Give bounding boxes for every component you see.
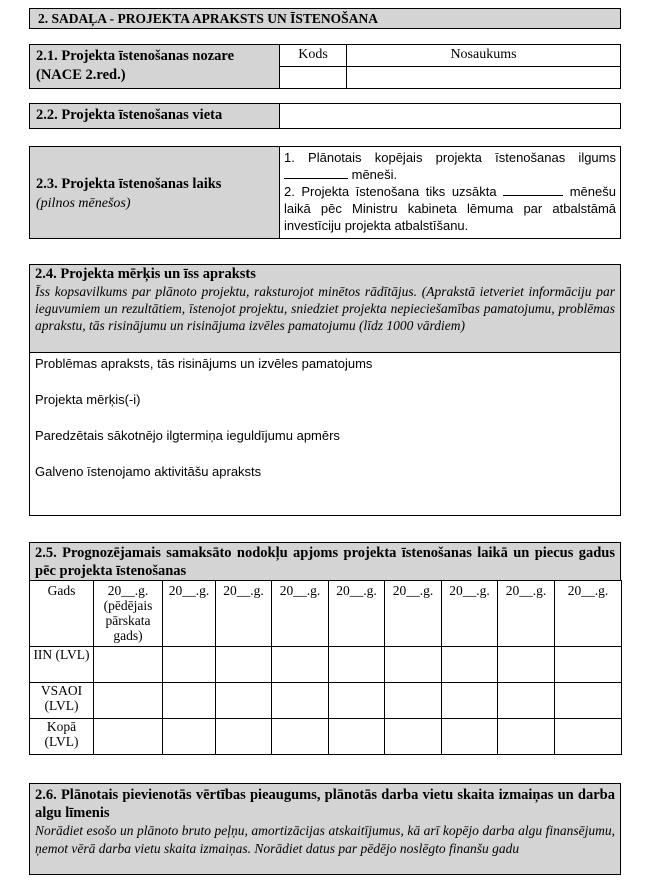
s23-content-cell bbox=[279, 146, 621, 239]
s22-label-cell bbox=[29, 103, 280, 129]
s25-title: 2.5. Prognozējamais samaksāto nodokļu apjoms projekta īstenošanas laikā un piecus gadus pēc projekta īstenošanas bbox=[35, 545, 615, 579]
s25-year: 20__.g. bbox=[555, 581, 622, 647]
s21-name-header: Nosaukums bbox=[346, 44, 621, 67]
s23-sublabel: (pilnos mēnešos) bbox=[36, 196, 131, 211]
s25-year: 20__.g. bbox=[163, 581, 216, 647]
s25-year: 20__.g. bbox=[442, 581, 498, 647]
s25-row-vsaoi bbox=[30, 683, 622, 719]
s25-cell[interactable] bbox=[442, 683, 498, 719]
s23-label-cell bbox=[29, 146, 280, 239]
s26-instruction: Norādiet esošo un plānoto bruto peļņu, amortizācijas atskaitījumus, kā arī kopējo darba algu finansējumu, ņemot vērā darba vietu skaita izmaiņas. Norādiet datus par pēdējo noslēgto finanšu gadu bbox=[35, 823, 615, 856]
s25-row-total bbox=[30, 719, 622, 755]
s26-title: 2.6. Plānotais pievienotās vērtības pieaugums, plānotās darba vietu skaita izmaiņas un darba algu līmenis bbox=[35, 787, 615, 821]
s24-item-activities: Galveno īstenojamo aktivitāšu apraksts bbox=[35, 464, 262, 479]
s25-cell[interactable] bbox=[163, 683, 216, 719]
s25-cell[interactable] bbox=[442, 719, 498, 755]
s25-year: 20__.g. bbox=[385, 581, 442, 647]
s25-cell[interactable] bbox=[216, 647, 272, 683]
s23-item2: 2. Projekta īstenošana tiks uzsākta mēnešu laikā pēc Ministru kabineta lēmuma par atbalstāmā investīciju projekta atbalstīšanu. bbox=[284, 184, 616, 233]
s24-title: 2.4. Projekta mērķis un īss apraksts bbox=[35, 266, 256, 282]
s25-cell[interactable] bbox=[163, 647, 216, 683]
s25-cell[interactable] bbox=[94, 719, 163, 755]
s22-location-input[interactable] bbox=[279, 103, 621, 129]
s25-cell[interactable] bbox=[385, 683, 442, 719]
s23-item1: 1. Plānotais kopējais projekta īstenošanas ilgums mēneši. bbox=[284, 150, 616, 182]
s25-header bbox=[29, 542, 621, 581]
s25-cell[interactable] bbox=[272, 719, 329, 755]
s25-row-label: IIN (LVL) bbox=[30, 647, 94, 683]
s24-header bbox=[29, 264, 621, 353]
s25-cell[interactable] bbox=[329, 719, 385, 755]
s25-year: 20__.g. bbox=[216, 581, 272, 647]
s26-header bbox=[29, 783, 621, 875]
s25-cell[interactable] bbox=[94, 647, 163, 683]
s23-duration-blank[interactable] bbox=[284, 178, 348, 179]
s25-cell[interactable] bbox=[555, 683, 622, 719]
s21-code-header: Kods bbox=[279, 44, 347, 67]
s24-instruction: Īss kopsavilkums par plānoto projektu, raksturojot minētos rādītājus. (Aprakstā ietveriet informāciju par ieguvumiem un rezultātiem, īstenojot projektu, sniedziet projekta nepieciešamības pamatojumu, problēmas aprakstu, tās risinājumu un risinājuma izvēles pamatojumu (līdz 1000 vārdiem) bbox=[35, 284, 615, 333]
s25-year: 20__.g. bbox=[498, 581, 555, 647]
s25-cell[interactable] bbox=[555, 719, 622, 755]
s24-body[interactable] bbox=[29, 352, 621, 516]
s25-cell[interactable] bbox=[272, 683, 329, 719]
s25-cell[interactable] bbox=[498, 647, 555, 683]
s25-cell[interactable] bbox=[385, 647, 442, 683]
s25-cell[interactable] bbox=[216, 719, 272, 755]
s25-cell[interactable] bbox=[216, 683, 272, 719]
s25-row-label: Kopā (LVL) bbox=[30, 719, 94, 755]
s25-cell[interactable] bbox=[94, 683, 163, 719]
s25-cell[interactable] bbox=[498, 683, 555, 719]
s21-label-line2: (NACE 2.red.) bbox=[36, 67, 126, 83]
s25-cell[interactable] bbox=[272, 647, 329, 683]
section-title-bar bbox=[29, 8, 621, 29]
s24-item-investment: Paredzētais sākotnējo ilgtermiņa ieguldījumu apmērs bbox=[35, 428, 340, 443]
s22-label: 2.2. Projekta īstenošanas vieta bbox=[36, 107, 223, 123]
s25-cell[interactable] bbox=[329, 647, 385, 683]
s25-cell[interactable] bbox=[498, 719, 555, 755]
s24-item-goals: Projekta mērķis(-i) bbox=[35, 392, 141, 407]
s25-header-label: Gads bbox=[30, 581, 94, 647]
s23-label: 2.3. Projekta īstenošanas laiks bbox=[36, 176, 222, 192]
s25-row-iin bbox=[30, 647, 622, 683]
s23-start-blank[interactable] bbox=[503, 195, 563, 196]
s25-row-label: VSAOI (LVL) bbox=[30, 683, 94, 719]
s25-cell[interactable] bbox=[163, 719, 216, 755]
s21-label-line1: 2.1. Projekta īstenošanas nozare bbox=[36, 48, 235, 64]
s25-year: 20__.g. bbox=[329, 581, 385, 647]
s21-label-cell bbox=[29, 44, 280, 89]
s24-item-problem: Problēmas apraksts, tās risinājums un izvēles pamatojums bbox=[35, 356, 373, 371]
section-title: 2. SADAĻA - PROJEKTA APRAKSTS UN ĪSTENOŠANA bbox=[38, 11, 378, 26]
s25-tax-table bbox=[29, 580, 622, 755]
s25-cell[interactable] bbox=[442, 647, 498, 683]
s25-year: 20__.g. bbox=[272, 581, 329, 647]
s21-code-input[interactable] bbox=[279, 66, 347, 89]
s25-first-year: 20__.g. (pēdējais pārskata gads) bbox=[94, 581, 163, 647]
s21-name-input[interactable] bbox=[346, 66, 621, 89]
s25-header-row bbox=[30, 581, 622, 647]
s25-cell[interactable] bbox=[329, 683, 385, 719]
s25-cell[interactable] bbox=[385, 719, 442, 755]
s25-cell[interactable] bbox=[555, 647, 622, 683]
